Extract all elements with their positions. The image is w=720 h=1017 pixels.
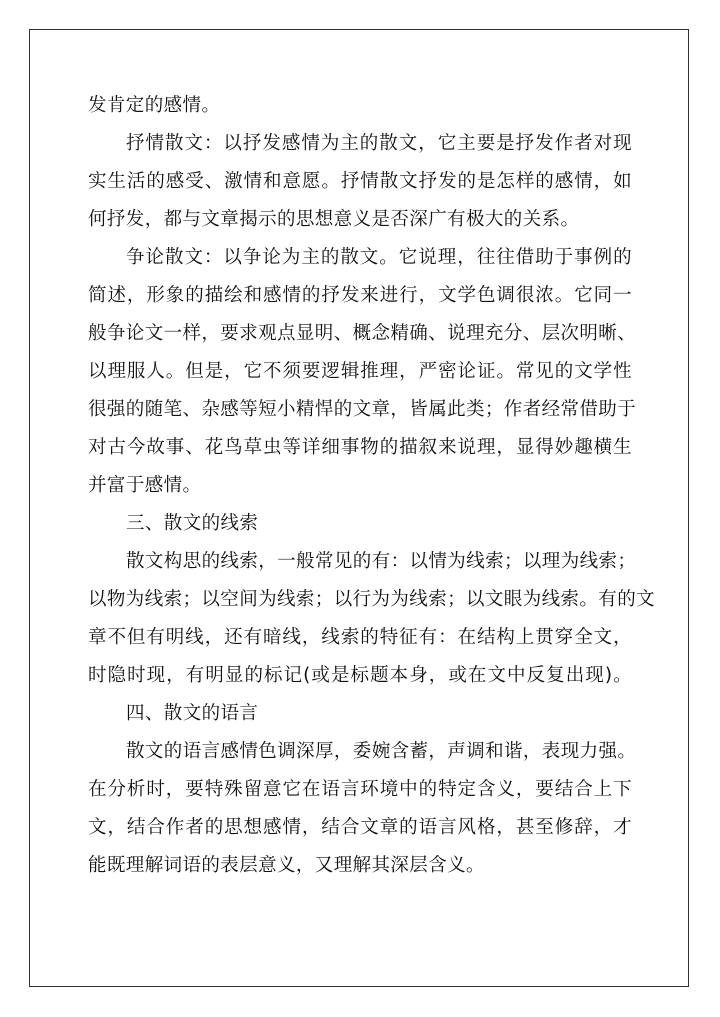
text-line: 般争论文一样，要求观点显明、概念精确、说理充分、层次明晰、 xyxy=(88,323,637,344)
text-line: 以物为线索；以空间为线索；以行为为线索；以文眼为线索。有的文 xyxy=(88,589,656,610)
text-line: 何抒发，都与文章揭示的思想意义是否深广有极大的关系。 xyxy=(88,209,580,230)
text-line: 发肯定的感情。 xyxy=(88,95,221,116)
text-line: 文，结合作者的思想感情，结合文章的语言风格，甚至修辞，才 xyxy=(88,817,632,838)
text-line: 散文构思的线索，一般常见的有：以情为线索；以理为线索； xyxy=(126,551,637,572)
section-heading: 四、散文的语言 xyxy=(126,703,259,724)
text-line: 散文的语言感情色调深厚，委婉含蓄，声调和谐，表现力强。 xyxy=(126,741,637,762)
text-line: 时隐时现，有明显的标记(或是标题本身，或在文中反复出现)。 xyxy=(88,665,632,686)
text-line: 对古今故事、花鸟草虫等详细事物的描叙来说理，显得妙趣横生 xyxy=(88,437,632,458)
text-line: 实生活的感受、激情和意愿。抒情散文抒发的是怎样的感情，如 xyxy=(88,171,632,192)
text-line: 争论散文：以争论为主的散文。它说理，往往借助于事例的 xyxy=(126,247,632,268)
text-line: 章不但有明线，还有暗线，线索的特征有：在结构上贯穿全文， xyxy=(88,627,632,648)
text-line: 在分析时，要特殊留意它在语言环境中的特定含义，要结合上下 xyxy=(88,779,632,800)
text-line: 能既理解词语的表层意义，又理解其深层含义。 xyxy=(88,855,485,876)
text-line: 并富于感情。 xyxy=(88,475,202,496)
text-line: 很强的随笔、杂感等短小精悍的文章，皆属此类；作者经常借助于 xyxy=(88,399,637,420)
text-line: 简述，形象的描绘和感情的抒发来进行，文学色调很浓。它同一 xyxy=(88,285,632,306)
text-line: 以理服人。但是，它不须要逻辑推理，严密论证。常见的文学性 xyxy=(88,361,632,382)
section-heading: 三、散文的线索 xyxy=(126,513,259,534)
text-line: 抒情散文：以抒发感情为主的散文，它主要是抒发作者对现 xyxy=(126,133,632,154)
